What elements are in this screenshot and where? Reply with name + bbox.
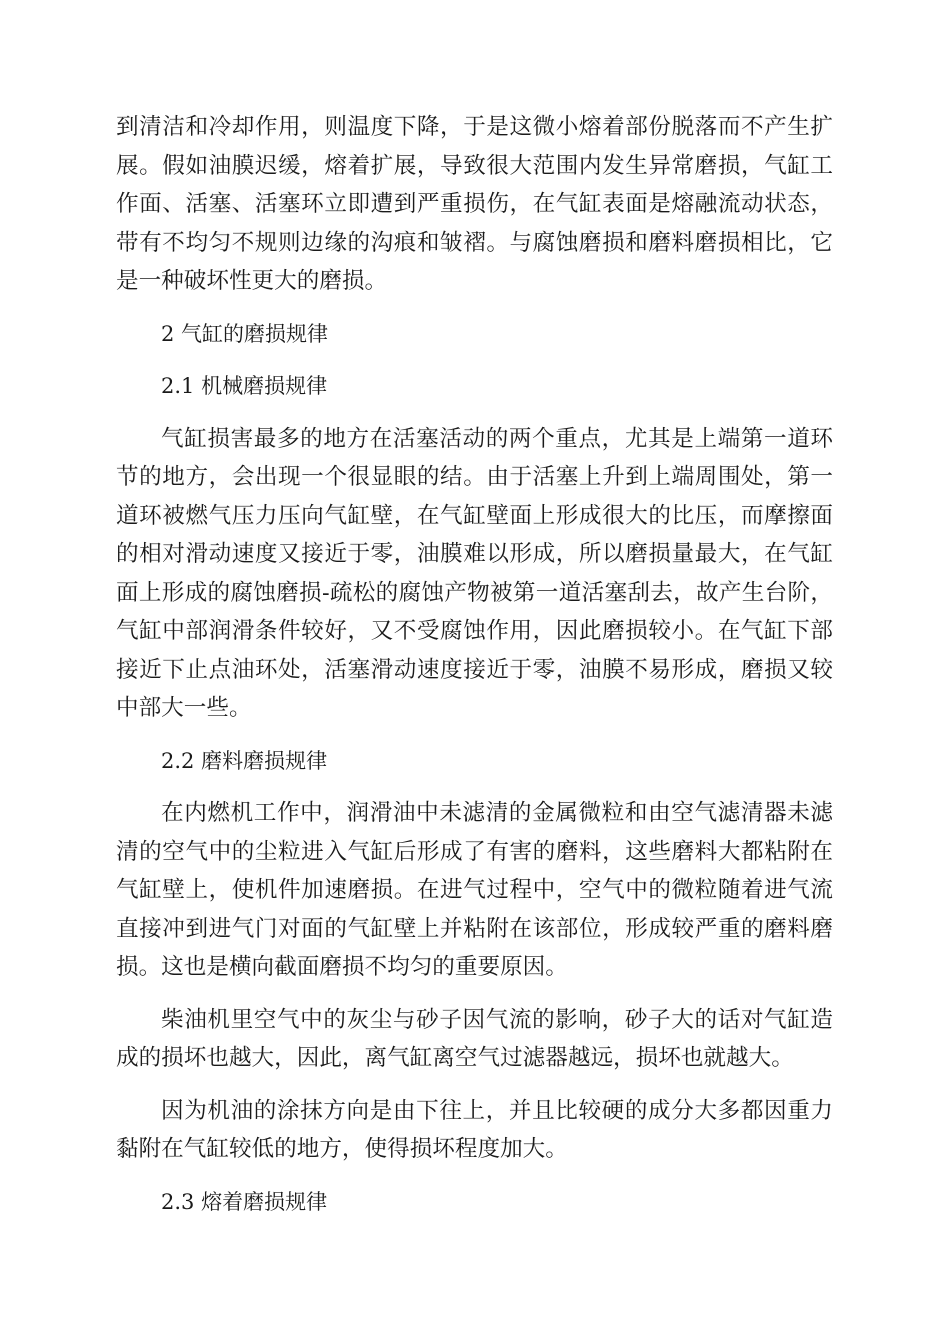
section-heading-2-1: 2.1 机械磨损规律 — [161, 374, 328, 398]
spacer — [116, 353, 833, 367]
paragraph-continued: 到清洁和冷却作用，则温度下降，于是这微小熔着部份脱落而不产生扩展。假如油膜迟缓，熔着扩展，导致很大范围内发生异常磨损，气缸工作面、活塞、活塞环立即遭到严重损伤，在气缸表面是熔融流动状态，带有不均匀不规则边缘的沟痕和皱褶。与腐蚀磨损和磨料磨损相比，它是一种破坏性更大的磨损。 — [116, 114, 833, 294]
spacer — [116, 301, 833, 315]
paragraph-2-1-1: 气缸损害最多的地方在活塞活动的两个重点，尤其是上端第一道环节的地方，会出现一个很显眼的结。由于活塞上升到上端周围处，第一道环被燃气压力压向气缸壁，在气缸壁面上形成很大的比压，而摩擦面的相对滑动速度又接近于零，油膜难以形成，所以磨损量最大，在气缸面上形成的腐蚀磨损-疏松的腐蚀产物被第一道活塞刮去，故产生台阶，气缸中部润滑条件较好，又不受腐蚀作用，因此磨损较小。在气缸下部接近下止点油环处，活塞滑动速度接近于零，油膜不易形成，磨损又较中部大一些。 — [116, 425, 833, 721]
spacer — [116, 1169, 833, 1183]
paragraph-2-2-2: 柴油机里空气中的灰尘与砂子因气流的影响，砂子大的话对气缸造成的损坏也越大，因此，离气缸离空气过滤器越远，损坏也就越大。 — [116, 1006, 833, 1071]
spacer — [116, 1078, 833, 1092]
section-heading-2-3: 2.3 熔着磨损规律 — [161, 1189, 328, 1214]
spacer — [116, 728, 833, 742]
paragraph-2-2-1: 在内燃机工作中，润滑油中未滤清的金属微粒和由空气滤清器未滤清的空气中的尘粒进入气缸后形成了有害的磨料，这些磨料大都粘附在气缸壁上，使机件加速磨损。在进气过程中，空气中的微粒随着进气流直接冲到进气门对面的气缸壁上并粘附在该部位，形成较严重的磨料磨损。这也是横向截面磨损不均匀的重要原因。 — [116, 800, 833, 980]
paragraph-2-2-3: 因为机油的涂抹方向是由下往上，并且比较硬的成分大多都因重力黏附在气缸较低的地方，使得损坏程度加大。 — [116, 1097, 833, 1162]
section-heading-2-2: 2.2 磨料磨损规律 — [161, 748, 328, 773]
spacer — [116, 780, 833, 794]
section-heading-2: 2 气缸的磨损规律 — [161, 321, 329, 346]
document-body — [116, 108, 833, 1221]
spacer — [116, 406, 833, 420]
spacer — [116, 987, 833, 1001]
